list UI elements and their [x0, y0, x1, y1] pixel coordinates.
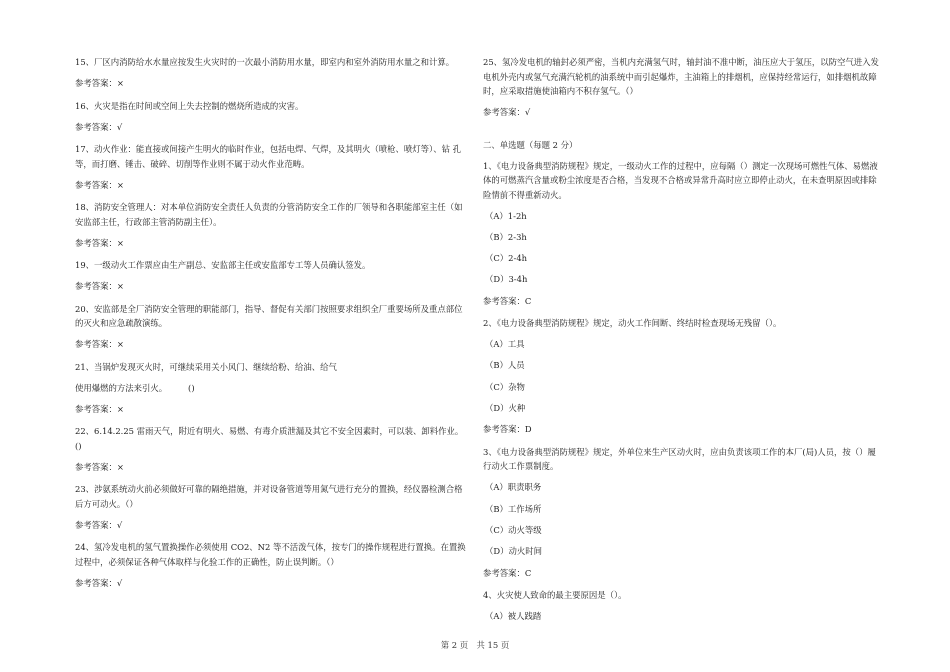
mc-option: （A）1-2h — [485, 210, 527, 221]
mc-question: 3、《电力设备典型消防规程》规定，外单位来生产区动火时，应由负责该项工作的本厂(局)人员，按（）履行动火工作票制度。 — [483, 446, 876, 472]
mc-option: （B）工作场所 — [485, 503, 542, 514]
right-column — [483, 55, 883, 630]
mc-question: 4、火灾使人致命的最主要原因是（）。 — [483, 590, 627, 601]
tf-question: 17、动火作业：能直接或间接产生明火的临时作业，包括电焊、气焊，及其明火（喷枪、喷灯等）、钻 孔等，而打磨、锤击、破碎、切削等作业则不属于动火作业范畴。 — [75, 144, 461, 169]
tf-question-continued: 使用爆燃的方法来引火。 () — [75, 382, 195, 393]
tf-question: 24、氢冷发电机的氢气置换操作必须使用 CO2、N2 等不活泼气体，按专门的操作规程进行置换。在置换过程中，必须保证各种气体取样与化验工作的正确性，防止误判断。（） — [75, 542, 466, 567]
tf-answer: 参考答案：× — [75, 78, 124, 88]
tf-answer: 参考答案：× — [75, 339, 124, 349]
mc-option: （C）动火等级 — [485, 524, 542, 535]
tf-question: 19、一级动火工作票应由生产副总、安监部主任或安监部专工等人员确认签发。 — [75, 260, 371, 270]
mc-option: （D）3-4h — [485, 274, 528, 285]
mc-answer: 参考答案：C — [483, 295, 532, 306]
tf-answer: 参考答案：× — [75, 403, 124, 414]
tf-question: 21、当锅炉发现灭火时，可继续采用关小风门、继续给粉、给油、给气 — [75, 361, 337, 372]
mc-option: （B）人员 — [485, 360, 525, 371]
mc-question: 1、《电力设备典型消防规程》规定，一级动火工作的过程中，应每隔（）测定一次现场可燃性气体、易燃液体的可燃蒸汽含量或粉尘浓度是否合格，当发现不合格或异常升高时应立即停止动火，在未查明原因或排除险情前不得重新动火。 — [483, 160, 878, 200]
tf-question: 18、消防安全管理人：对本单位消防安全责任人负责的分管消防安全工作的厂领导和各职能部室主任（如安监部主任，行政部主管消防副主任）。 — [75, 202, 463, 227]
mc-option: （C）杂物 — [485, 381, 525, 392]
mc-answer: 参考答案：C — [483, 567, 532, 578]
tf-answer: 参考答案：√ — [75, 519, 123, 530]
tf-question: 15、厂区内消防给水水量应按发生火灾时的一次最小消防用水量，即室内和室外消防用水量之和计算。 — [75, 57, 455, 67]
mc-option: （D）火种 — [485, 403, 526, 414]
tf-question: 16、火灾是指在时间或空间上失去控制的燃烧所造成的灾害。 — [75, 100, 304, 111]
tf-question: 23、涉氨系统动火前必须做好可靠的隔绝措施，并对设备管道等用氮气进行充分的置换，经仪器检测合格后方可动火。（） — [75, 484, 463, 509]
tf-answer: 参考答案：× — [75, 281, 124, 291]
mc-option: （B）2-3h — [485, 231, 527, 242]
mc-option: （A）职责职务 — [485, 482, 542, 493]
tf-answer: 参考答案：× — [75, 461, 124, 472]
section-title: 二、单选题（每题 2 分） — [483, 139, 578, 150]
mc-question-list — [483, 159, 883, 624]
mc-option: （A）工具 — [485, 339, 525, 350]
page-footer: 第 2 页 共 15 页 — [440, 640, 510, 650]
answer-25: 参考答案：√ — [483, 107, 531, 117]
tf-answer: 参考答案：√ — [75, 577, 123, 588]
mc-question: 2、《电力设备典型消防规程》规定，动火工作间断、终结时检查现场无残留（）。 — [483, 318, 782, 329]
mc-option: （C）2-4h — [485, 253, 528, 264]
tf-answer: 参考答案：√ — [75, 121, 123, 132]
tf-answer: 参考答案：× — [75, 237, 124, 248]
left-column — [75, 55, 485, 598]
tf-answer: 参考答案：× — [75, 179, 124, 190]
mc-answer: 参考答案：D — [483, 424, 532, 435]
mc-option: （A）被人践踏 — [485, 611, 542, 622]
tf-question: 20、安监部是全厂消防安全管理的职能部门，指导、督促有关部门按照要求组织全厂重要场所及重点部位的灭火和应急疏散演练。 — [75, 303, 463, 328]
tf-question: 22、6.14.2.25 雷雨天气，附近有明火、易燃、有毒介质泄漏及其它不安全因素时，可以装、卸料作业。 () — [75, 426, 485, 451]
mc-option: （D）动火时间 — [485, 546, 542, 557]
question-25: 25、氢冷发电机的轴封必须严密，当机内充满氢气时，轴封油不准中断，油压应大于氢压，以防空气进入发电机外壳内或氢气充满汽轮机的油系统中而引起爆炸，主油箱上的排烟机，应保持经常运行，如排烟机故障时，应采取措施使油箱内不积存氢气。（） — [483, 57, 879, 96]
